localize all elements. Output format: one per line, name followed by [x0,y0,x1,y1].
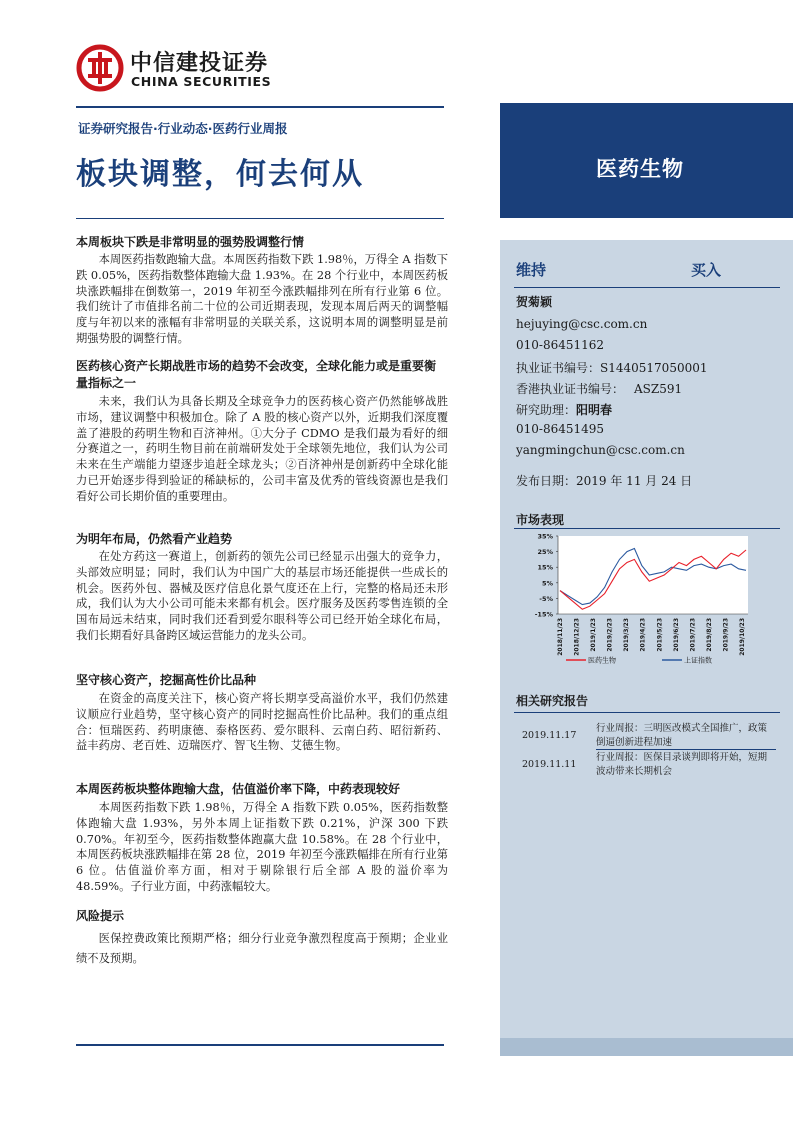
sidebar-footer-band [500,1038,793,1056]
y-tick-label: -5% [539,594,553,603]
section-heading: 本周板块下跌是非常明显的强势股调整行情 [76,235,305,249]
date-label: 发布日期： [516,474,577,488]
market-divider [514,528,780,529]
market-performance-title: 市场表现 [516,513,565,527]
rating-divider [514,287,780,288]
section-heading: 风险提示 [76,909,125,923]
x-tick-label: 2019/3/23 [623,618,631,652]
x-tick-label: 2019/7/23 [689,618,697,652]
y-tick-label: 25% [537,548,553,557]
x-tick-label: 2019/5/23 [656,618,664,652]
x-tick-label: 2019/10/23 [739,618,746,656]
y-tick-label: -15% [534,610,553,619]
logo-en-text: CHINA SECURITIES [131,74,272,89]
assistant [516,401,612,418]
market-chart [512,532,782,672]
assistant-name: 阳明春 [576,403,613,417]
x-tick-label: 2018/11/23 [557,618,564,656]
assistant-phone: 010-86451495 [516,422,605,436]
x-tick-label: 2019/4/23 [639,618,647,652]
page-title: 板块调整，何去何从 [76,157,364,192]
rating-buy: 买入 [691,261,722,279]
cert-value: S1440517050001 [600,361,708,375]
title-divider [76,218,444,219]
assistant-label: 研究助理： [516,403,577,417]
date-value: 2019 年 11 月 24 日 [576,474,693,488]
section-body: 在资金的高度关注下，核心资产将长期享受高溢价水平，我们仍然建议顺应行业趋势，坚守核心资产的同时挖掘高性价比品种。我们的重点组合：恒瑞医药、药明康德、泰格医药、爱尔眼科、云南白药、昭衍新药、益丰药房、老百姓、迈瑞医疗、智飞生物、艾德生物。 [76,692,448,753]
y-tick-label: 5% [541,579,553,588]
related-report-link[interactable]: 行业周报：三明医改模式全国推广，政策倒逼创新进程加速 [596,723,768,748]
header-divider [76,106,444,108]
section-body: 本周医药指数跑输大盘。本周医药指数下跌 1.98％，万得全 A 指数下跌 0.05%，医药指数整体跑输大盘 1.93%。在 28 个行业中，本周医药板块涨跌幅排在倒数第一，2019 年初至今涨跌幅排列在所有行业第 6 位。我们统计了市值排名前二十位的公司近期表现，发现本周后两天的调整幅度与年初以来的涨幅有非常明显的关联关系，这说明本周的调整明显是前期强势股的调整行情。 [76,253,448,345]
section-heading: 坚守核心资产，挖掘高性价比品种 [76,673,257,687]
footer-divider [76,1044,444,1046]
logo-cn-text: 中信建投证券 [130,51,269,76]
x-tick-label: 2019/8/23 [705,618,713,652]
y-tick-label: 35% [537,532,553,541]
publish-date [516,472,692,489]
sector-label: 医药生物 [596,157,684,181]
section-body: 在处方药这一赛道上，创新药的领先公司已经显示出强大的竞争力，头部效应明显；同时，我们认为中国广大的基层市场还能提供一些成长的机会。医药外包、器械及医疗信息化景气度还在上行，完整的格局还未形成，我们认为大小公司可能未来都有机会。医疗服务及医药零售连锁的全国布局远未结束，同时我们还看到爱尔眼科等公司已经开始全球化布局，我们长期看好具备跨区域运营能力的龙头公司。 [76,550,448,642]
analyst-phone: 010-86451162 [516,338,605,352]
x-tick-label: 2019/6/23 [672,618,680,652]
breadcrumb: 证券研究报告·行业动态·医药行业周报 [78,121,288,136]
related-report-link[interactable]: 行业周报：医保目录谈判即将开始，短期波动带来长期机会 [596,752,768,777]
x-tick-label: 2018/12/23 [573,618,581,656]
hk-cert-number [516,380,682,397]
y-tick-label: 15% [537,563,553,572]
legend-label: 上证指数 [684,656,712,665]
cert-label: 执业证书编号： [516,361,601,375]
market-chart-svg [512,532,782,672]
related-reports-title: 相关研究报告 [516,694,589,708]
section-body: 医保控费政策比预期严格；细分行业竞争激烈程度高于预期；企业业绩不及预期。 [76,932,448,965]
company-logo [76,44,276,94]
related-separator [596,749,776,750]
analyst-name: 贺菊颖 [516,295,553,309]
citic-logo-icon [76,44,124,92]
plot-area [558,536,748,614]
related-date: 2019.11.17 [522,730,577,741]
x-tick-label: 2019/2/23 [606,618,614,652]
legend-label: 医药生物 [588,656,616,665]
section-body: 未来，我们认为具备长期及全球竞争力的医药核心资产仍然能够战胜市场，建议调整中积极加仓。除了 A 股的核心资产以外，近期我们深度覆盖了港股的药明生物和百济神州。①大分子 CDMO 是我们最为看好的细分赛道之一，药明生物目前在前端研发处于全球领先地位，我们认为公司未来在生产端能力望逐步追赶全球龙头；②百济神州是创新药中全球化能力已开始逐步得到验证的稀缺标的，公司丰富及优秀的管线资源也是我们看好公司长期价值的重要理由。 [76,395,448,503]
section-body: 本周医药指数下跌 1.98％，万得全 A 指数下跌 0.05%，医药指数整体跑输大盘 1.93%，另外本周上证指数下跌 0.21%，沪深 300 下跌 0.70%。年初至今，医药指数整体跑赢大盘 10.58%。在 28 个行业中，本周医药板块涨跌幅排在第 28 位，2019 年初至今涨跌幅排在所有行业第 6 位。估值溢价率方面，相对于剔除银行后全部 A 股的溢价率为 48.59%。子行业方面，中药涨幅较大。 [76,801,448,893]
hk-cert-label: 香港执业证书编号： [516,382,625,396]
rating-maintain: 维持 [516,261,547,279]
related-date: 2019.11.11 [522,759,577,770]
x-tick-label: 2019/1/23 [590,618,598,652]
section-heading: 为明年布局，仍然看产业趋势 [76,532,233,546]
related-divider [514,712,780,713]
cert-number [516,359,708,376]
assistant-email[interactable]: yangmingchun@csc.com.cn [516,443,685,457]
hk-cert-value: ASZ591 [634,382,683,396]
section-heading: 本周医药板块整体跑输大盘，估值溢价率下降，中药表现较好 [76,782,401,796]
sector-banner [500,103,793,218]
section-heading: 医药核心资产长期战胜市场的趋势不会改变，全球化能力或是重要衡量指标之一 [76,359,437,390]
analyst-email[interactable]: hejuying@csc.com.cn [516,317,648,331]
x-tick-label: 2019/9/23 [722,618,730,652]
